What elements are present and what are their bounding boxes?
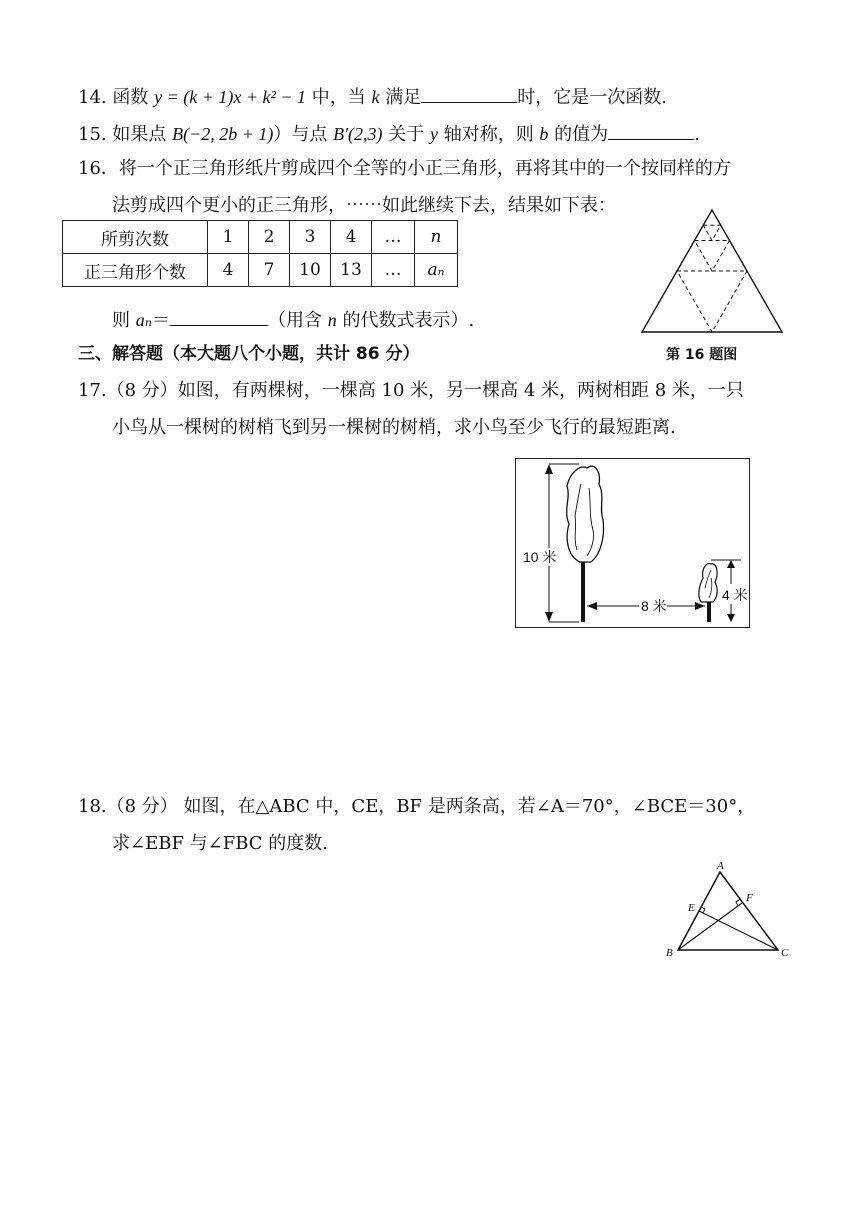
q16-line2: 法剪成四个更小的正三角形，⋯⋯如此继续下去，结果如下表：	[112, 195, 616, 216]
q16-answer-eq: ＝	[152, 310, 171, 331]
tall-tree-crown	[567, 466, 604, 562]
q18-triangle-figure	[662, 858, 794, 962]
table-cell: …	[372, 254, 415, 287]
table-cell: 2	[249, 221, 290, 254]
q18-line1: 18.（8 分） 如图，在△ABC 中，CE，BF 是两条高，若∠A＝70°，∠BCE＝30°，	[78, 796, 756, 817]
short-tree-crown	[699, 564, 717, 602]
figure-frame	[516, 459, 750, 628]
q16-figure-caption: 第 16 题图	[666, 347, 738, 363]
table-cell: 1	[208, 221, 249, 254]
question-15	[78, 121, 700, 146]
q16-table	[62, 220, 458, 287]
table-cell: 13	[331, 254, 372, 287]
q15-mid3: 轴对称，则	[437, 124, 540, 145]
q16-answer-var: aₙ	[135, 310, 153, 330]
q16-answer-end: 的代数式表示）.	[336, 310, 475, 331]
q15-point-b: B(−2, 2b + 1)	[172, 124, 274, 144]
q17-trees-figure	[515, 458, 750, 628]
vertex-b-label: B	[666, 947, 673, 959]
table-cell: 3	[290, 221, 331, 254]
q16-line1: 16．将一个正三角形纸片剪成四个全等的小正三角形，再将其中的一个按同样的方	[78, 158, 731, 179]
table-cell: 4	[331, 221, 372, 254]
table-cell: 7	[249, 254, 290, 287]
q15-point-b2: B′(2,3)	[333, 124, 383, 144]
q18-line2: 求∠EBF 与∠FBC 的度数.	[112, 833, 329, 854]
tall-tree-height-label: 10 米	[523, 549, 557, 565]
q14-formula: y = (k + 1)x + k² − 1	[154, 87, 307, 107]
dashed-subdivisions	[677, 225, 747, 332]
table-row	[63, 254, 458, 287]
q16-answer-line	[112, 307, 474, 332]
q15-axis: y	[429, 124, 438, 144]
q15-suffix: 的值为	[548, 124, 609, 145]
q15-prefix: 15. 如果点	[78, 124, 173, 145]
q14-prefix: 14. 函数	[78, 87, 155, 108]
q16-answer-suffix: （用含	[268, 310, 328, 331]
q15-end: .	[694, 124, 700, 145]
q16-triangle-figure	[636, 206, 788, 336]
point-f-label: F	[746, 892, 753, 904]
q16-answer-n: n	[327, 310, 337, 330]
q15-var: b	[539, 124, 549, 144]
q17-line2: 小鸟从一棵树的树梢飞到另一棵树的树梢，求小鸟至少飞行的最短距离.	[112, 417, 676, 438]
q15-mid: ）与点	[273, 124, 334, 145]
q16-answer-prefix: 则	[112, 310, 136, 331]
table-cell: 10	[290, 254, 331, 287]
q14-mid: 中，当	[306, 87, 372, 108]
section-3-heading: 三、解答题（本大题八个小题，共计 86 分）	[78, 344, 420, 364]
question-14	[78, 84, 667, 109]
q14-end: 时，它是一次函数.	[517, 87, 667, 108]
table-cell: 4	[208, 254, 249, 287]
short-tree-height-label: 4 米	[722, 587, 748, 603]
vertex-c-label: C	[781, 947, 789, 959]
point-e-label: E	[688, 902, 695, 914]
table-cell: n	[415, 221, 458, 254]
table-cell: 所剪次数	[63, 221, 208, 254]
q14-var: k	[371, 87, 380, 107]
q17-line1: 17.（8 分）如图，有两棵树，一棵高 10 米，另一棵高 4 米，两树相距 8 米，一只	[78, 380, 744, 401]
q15-answer-blank[interactable]	[608, 121, 694, 140]
q14-answer-blank[interactable]	[421, 84, 517, 103]
table-cell: aₙ	[415, 254, 458, 287]
q16-answer-blank[interactable]	[170, 307, 268, 326]
distance-label: 8 米	[641, 598, 667, 614]
q14-suffix: 满足	[379, 87, 422, 108]
altitude-ce	[699, 911, 778, 950]
table-cell: …	[372, 221, 415, 254]
table-row	[63, 221, 458, 254]
vertex-a-label: A	[717, 860, 724, 872]
q15-mid2: 关于	[382, 124, 430, 145]
table-cell: 正三角形个数	[63, 254, 208, 287]
